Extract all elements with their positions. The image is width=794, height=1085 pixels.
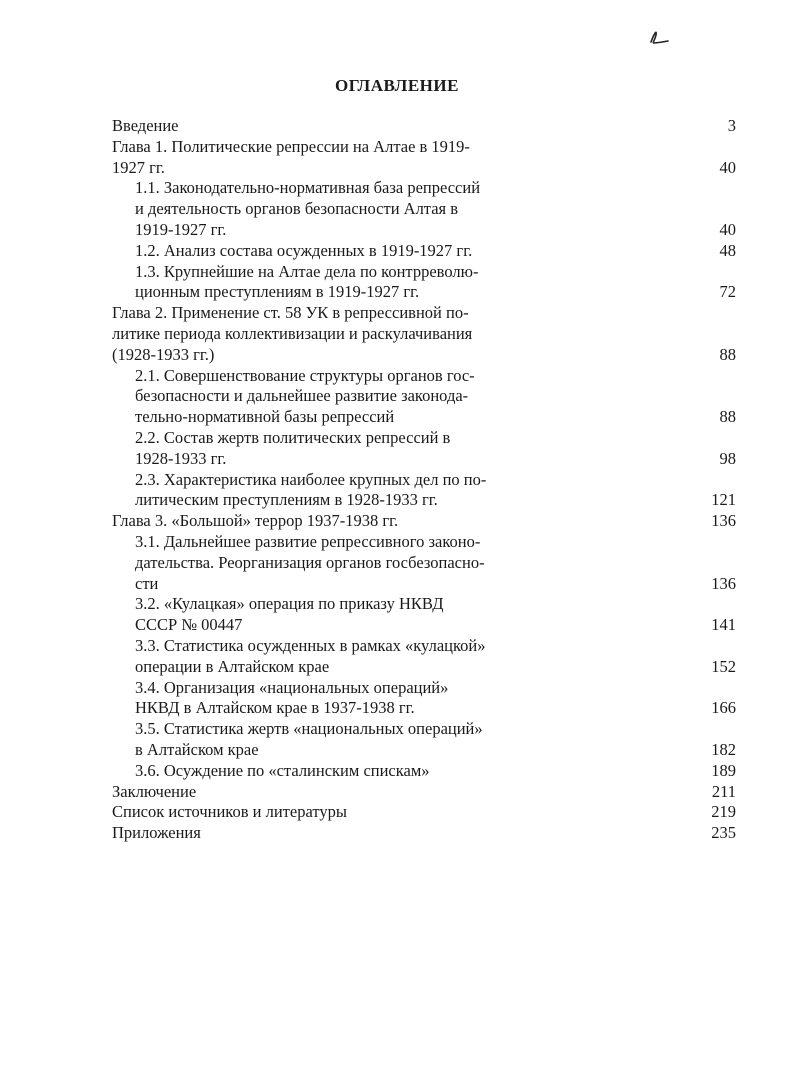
toc-entry [112,470,736,512]
toc-entry-title: Введение [112,116,179,135]
toc-entry-page: 3 [727,116,736,135]
toc-entry-title: Глава 1. Политические репрессии на Алтае в 1919- 1927 гг. [112,136,470,177]
toc-entry [112,116,736,137]
toc-entry-page: 136 [711,573,736,593]
toc-entry-page: 40 [719,219,736,239]
toc-entry [112,636,736,678]
toc-entry [112,366,736,428]
toc-entry [112,241,736,262]
toc-entry [112,511,736,532]
toc-entry [112,802,736,823]
toc-entry [112,594,736,636]
toc-entry [112,678,736,720]
toc-entry-title: 2.3. Характеристика наиболее крупных дел по по- литическим преступлениям в 1928-1933 гг. [135,469,487,510]
toc-entry-title: 3.5. Статистика жертв «национальных операций» в Алтайском крае [135,719,483,759]
toc-entry [112,303,736,365]
toc-entry-page: 40 [719,157,736,177]
toc-entry-page: 48 [719,240,736,260]
page-title: ОГЛАВЛЕНИЕ [335,76,459,95]
toc-entry-title: 3.6. Осуждение по «сталинским спискам» [135,760,430,780]
toc-entry-title: Список источников и литературы [112,802,347,822]
toc-entry-title: Приложения [112,823,201,843]
toc-entry-page: 88 [719,344,736,364]
table-of-contents [112,116,736,844]
toc-entry-title: 3.2. «Кулацкая» операция по приказу НКВД СССР № 00447 [135,594,444,635]
toc-entry [112,137,736,179]
toc-entry-title: 3.1. Дальнейшее развитие репрессивного законо- дательства. Реорганизация органов госбезопасно- сти [135,531,485,593]
toc-entry-title: 1.3. Крупнейшие на Алтае дела по контрреволю- ционным преступлениям в 1919-1927 гг. [135,261,479,302]
toc-entry-title: Глава 3. «Большой» террор 1937-1938 гг. [112,511,399,531]
handwritten-mark-icon [648,28,670,46]
toc-entry [112,532,736,594]
toc-entry-page: 141 [711,615,736,635]
toc-entry-page: 211 [711,781,736,801]
toc-entry-page: 136 [711,511,736,531]
toc-entry-page: 72 [719,282,736,302]
toc-entry-page: 121 [711,490,736,510]
toc-entry-title: 3.4. Организация «национальных операций» НКВД в Алтайском крае в 1937-1938 гг. [135,677,449,718]
toc-entry-title: 3.3. Статистика осужденных в рамках «кулацкой» операции в Алтайском крае [135,635,486,676]
toc-entry-page: 235 [711,823,736,843]
toc-entry-page: 219 [711,802,736,822]
toc-entry-page: 152 [711,656,736,676]
toc-entry [112,428,736,470]
toc-entry [112,823,736,844]
toc-entry-title: 1.2. Анализ состава осужденных в 1919-1927 гг. [135,240,473,260]
toc-entry-title: 2.2. Состав жертв политических репрессий в 1928-1933 гг. [135,427,451,468]
toc-entry-title: Глава 2. Применение ст. 58 УК в репрессивной по- литике периода коллективизации и раскулачивания (1928-1933 гг.) [112,303,473,364]
toc-entry-title: 1.1. Законодательно-нормативная база репрессий и деятельность органов безопасности Алтая в 1919-1927 гг. [135,178,481,239]
toc-entry-page: 189 [711,760,736,780]
toc-entry [112,782,736,803]
toc-entry-page: 88 [719,407,736,427]
toc-entry [112,262,736,304]
toc-entry [112,178,736,240]
toc-entry-title: 2.1. Совершенствование структуры органов гос- безопасности и дальнейшее развитие законода- тельно-нормативной базы репрессий [135,365,475,427]
toc-entry-title: Заключение [112,781,197,801]
toc-entry-page: 98 [719,448,736,468]
toc-entry [112,761,736,782]
toc-entry [112,719,736,761]
toc-entry-page: 182 [711,739,736,759]
toc-entry-page: 166 [711,698,736,718]
